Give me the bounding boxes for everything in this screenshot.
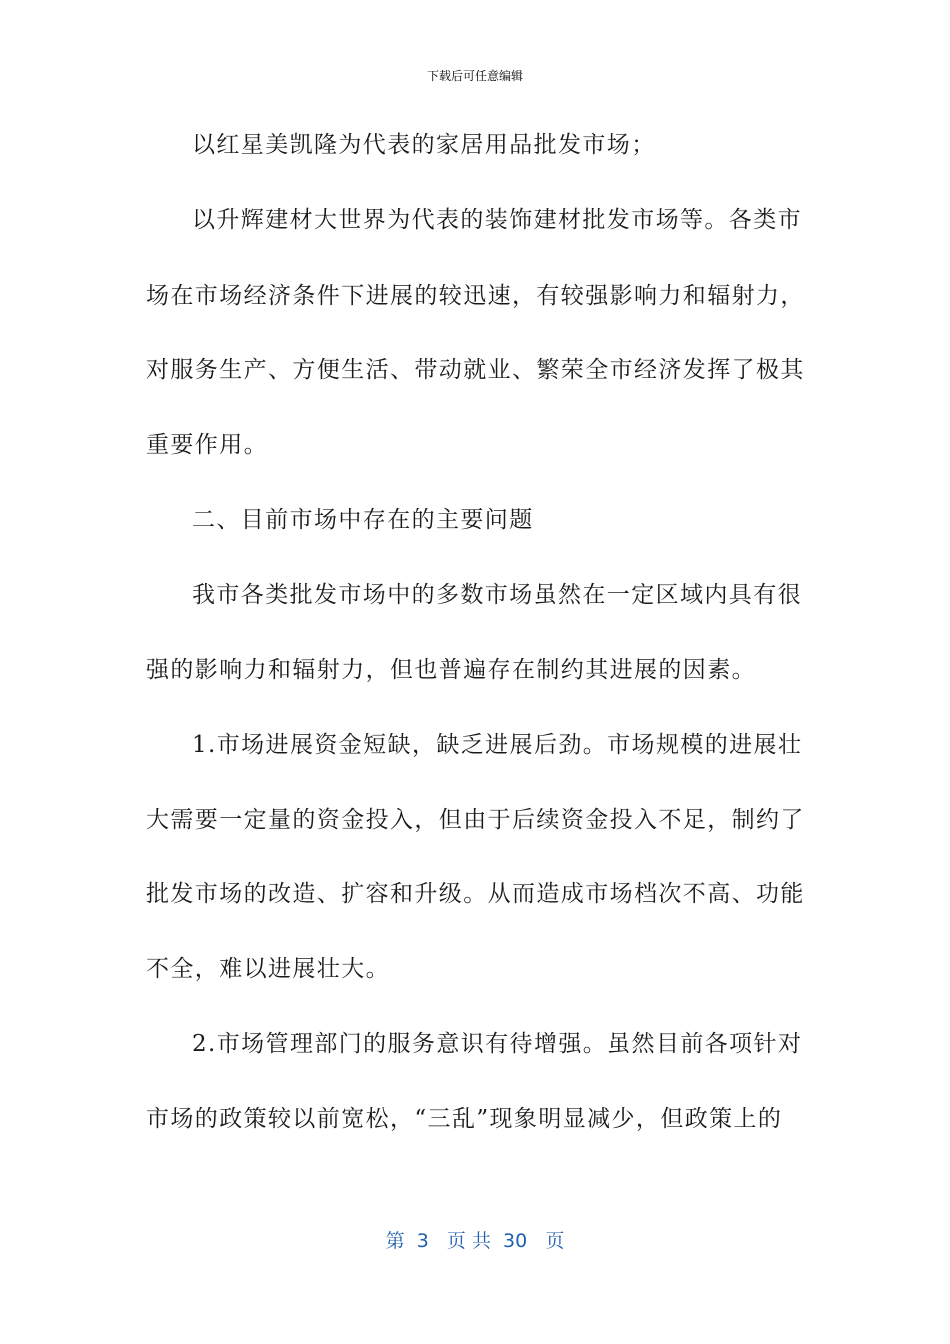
paragraph-line: 不全，难以进展壮大。 [146,956,390,982]
paragraph-line: 场在市场经济条件下进展的较迅速，有较强影响力和辐射力， [146,283,805,309]
paragraph-line: 对服务生产、方便生活、带动就业、繁荣全市经济发挥了极其 [146,357,805,383]
paragraph-line: 市场的政策较以前宽松，“三乱”现象明显减少，但政策上的 [146,1106,783,1132]
paragraph-line: 2.市场管理部门的服务意识有待增强。虽然目前各项针对 [192,1031,803,1057]
page-number-footer: 第 3 页 共 30 页 [385,1230,565,1252]
paragraph-line: 重要作用。 [146,432,268,458]
section-heading: 二、目前市场中存在的主要问题 [192,507,534,533]
paragraph-line: 以升辉建材大世界为代表的装饰建材批发市场等。各类市 [192,207,802,233]
paragraph-line: 我市各类批发市场中的多数市场虽然在一定区域内具有很 [192,582,802,608]
header-note: 下载后可任意编辑 [426,69,523,83]
paragraph-line: 以红星美凯隆为代表的家居用品批发市场； [192,132,656,158]
paragraph-line: 批发市场的改造、扩容和升级。从而造成市场档次不高、功能 [146,881,805,907]
paragraph-line: 1.市场进展资金短缺，缺乏进展后劲。市场规模的进展壮 [192,732,803,758]
paragraph-line: 强的影响力和辐射力，但也普遍存在制约其进展的因素。 [146,657,756,683]
paragraph-line: 大需要一定量的资金投入，但由于后续资金投入不足，制约了 [146,807,805,833]
